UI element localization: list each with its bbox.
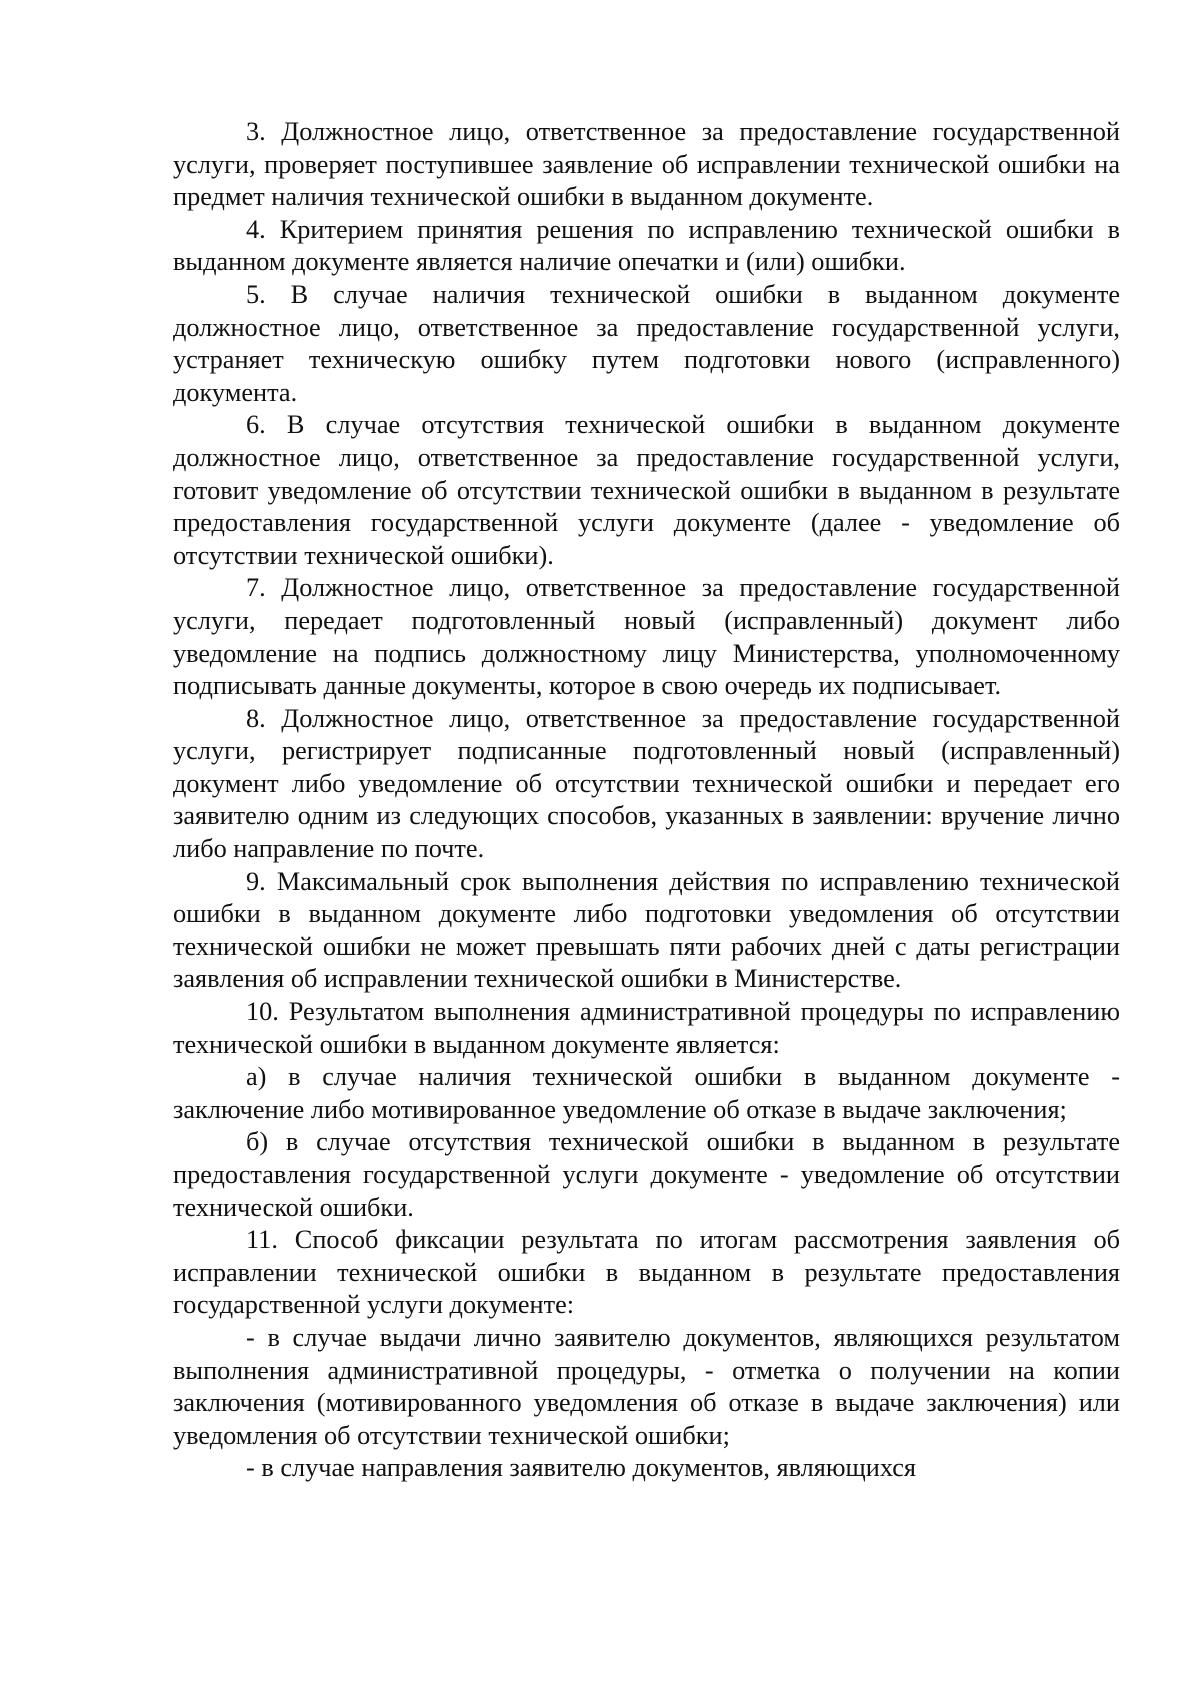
document-body bbox=[173, 116, 1120, 1485]
paragraph-4: 4. Критерием принятия решения по исправлению технической ошибки в выданном документе является наличие опечатки и (или) ошибки. bbox=[173, 214, 1120, 277]
paragraph-11-item-1: - в случае выдачи лично заявителю документов, являющихся результатом выполнения административной процедуры, - отметка о получении на копии заключения (мотивированного уведомления об отказе в выдаче заключения) или уведомления об отсутствии технической ошибки; bbox=[173, 1322, 1120, 1450]
paragraph-11: 11. Способ фиксации результата по итогам рассмотрения заявления об исправлении технической ошибки в выданном в результате предоставления государственной услуги документе: bbox=[173, 1225, 1120, 1320]
paragraph-10-a: а) в случае наличия технической ошибки в выданном документе - заключение либо мотивированное уведомление об отказе в выдаче заключения; bbox=[173, 1062, 1120, 1124]
paragraph-10: 10. Результатом выполнения административной процедуры по исправлению технической ошибки в выданном документе является: bbox=[173, 997, 1120, 1059]
paragraph-5: 5. В случае наличия технической ошибки в выданном документе должностное лицо, ответственное за предоставление государственной услуги, устраняет техническую ошибку путем подготовки нового (исправленного) документа. bbox=[173, 279, 1120, 407]
paragraph-10-b: б) в случае отсутствия технической ошибки в выданном в результате предоставления государственной услуги документе - уведомление об отсутствии технической ошибки. bbox=[173, 1127, 1120, 1222]
paragraph-8: 8. Должностное лицо, ответственное за предоставление государственной услуги, регистрирует подписанные подготовленный новый (исправленный) документ либо уведомление об отсутствии технической ошибки и передает его заявителю одним из следующих способов, указанных в заявлении: вручение лично либо направление по почте. bbox=[173, 703, 1120, 864]
paragraph-11-item-2: - в случае направления заявителю документов, являющихся bbox=[246, 1453, 917, 1483]
paragraph-7: 7. Должностное лицо, ответственное за предоставление государственной услуги, передает подготовленный новый (исправленный) документ либо уведомление на подпись должностному лицу Министерства, уполномоченному подписывать данные документы, которое в свою очередь их подписывает. bbox=[173, 573, 1120, 701]
paragraph-6: 6. В случае отсутствия технической ошибки в выданном документе должностное лицо, ответственное за предоставление государственной услуги, готовит уведомление об отсутствии технической ошибки в выданном в результате предоставления государственной услуги документе (далее - уведомление об отсутствии технической ошибки). bbox=[173, 410, 1120, 570]
paragraph-3: 3. Должностное лицо, ответственное за предоставление государственной услуги, проверяет поступившее заявление об исправлении технической ошибки на предмет наличия технической ошибки в выданном документе. bbox=[173, 117, 1120, 212]
paragraph-9: 9. Максимальный срок выполнения действия по исправлению технической ошибки в выданном документе либо подготовки уведомления об отсутствии технической ошибки не может превышать пяти рабочих дней с даты регистрации заявления об исправлении технической ошибки в Министерстве. bbox=[173, 866, 1120, 994]
